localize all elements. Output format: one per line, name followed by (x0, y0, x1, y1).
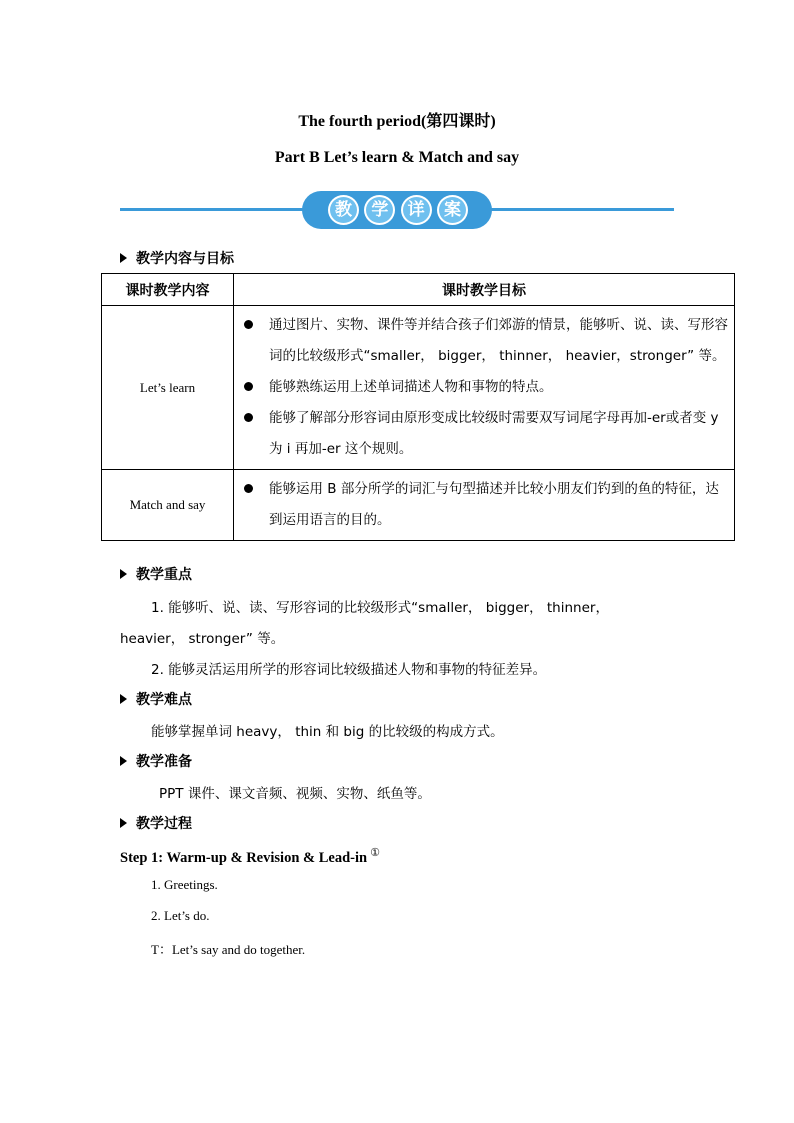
goal-text: 能够了解部分形容词由原形变成比较级时需要双写词尾字母再加-er或者变 y 为 i 再加-er 这个规则。 (269, 410, 719, 457)
banner-line-right (484, 208, 674, 211)
difficulty-text: 能够掌握单词 heavy， thin 和 big 的比较级的构成方式。 (151, 724, 504, 740)
section-heading-text: 教学难点 (136, 692, 192, 708)
banner-char: 案 (437, 195, 468, 225)
goal-text: 能够运用 B 部分所学的词汇与句型描述并比较小朋友们钓到的鱼的特征，达到运用语言的目的。 (269, 481, 719, 528)
banner-char: 学 (364, 195, 395, 225)
goal-item (244, 403, 728, 465)
table-header-row (102, 274, 735, 306)
teaching-plan-banner (120, 191, 674, 229)
table-cell-content: Let’s learn (102, 306, 234, 470)
section-heading-text: 教学重点 (136, 567, 192, 583)
goal-item (244, 372, 728, 403)
lesson-subtitle: Part B Let’s learn & Match and say (274, 149, 520, 166)
process-item: 2. Let’s do. (151, 908, 210, 923)
section-heading-key-points (120, 564, 192, 584)
section-heading-process (120, 813, 192, 833)
section-heading-difficulties (120, 689, 192, 709)
step-1-title-text: Step 1: Warm-up & Revision & Lead-in (120, 850, 368, 866)
section-heading-preparation (120, 751, 192, 771)
banner-char: 教 (328, 195, 359, 225)
table-row (102, 306, 735, 470)
section-heading-content-goals (120, 248, 234, 268)
step-1-title (120, 846, 380, 867)
key-point-1-continued: heavier， stronger” 等。 (120, 631, 285, 647)
table-row (102, 470, 735, 541)
triangle-bullet-icon (120, 756, 127, 766)
preparation-text: PPT 课件、课文音频、视频、实物、纸鱼等。 (159, 786, 431, 802)
goal-text: 通过图片、实物、课件等并结合孩子们郊游的情景，能够听、说、读、写形容词的比较级形式“smaller， bigger， thinner， heavier，stronger” 等。 (269, 317, 728, 364)
bullet-dot-icon (244, 413, 253, 422)
triangle-bullet-icon (120, 253, 127, 263)
table-cell-content: Match and say (102, 470, 234, 541)
section-heading-text: 教学过程 (136, 816, 192, 832)
key-point-1: 1. 能够听、说、读、写形容词的比较级形式“smaller， bigger， thinner， (151, 600, 609, 616)
triangle-bullet-icon (120, 694, 127, 704)
objectives-table (101, 273, 735, 541)
table-cell-goals (234, 306, 735, 470)
process-item: 1. Greetings. (151, 877, 218, 892)
table-header-cell: 课时教学目标 (234, 274, 735, 306)
lesson-title: The fourth period(第四课时) (298, 113, 496, 130)
table-cell-goals (234, 470, 735, 541)
goal-item (244, 474, 728, 536)
table-header-cell: 课时教学内容 (102, 274, 234, 306)
banner-line-left (120, 208, 310, 211)
banner-char: 详 (401, 195, 432, 225)
section-heading-text: 教学内容与目标 (136, 251, 234, 267)
goal-text: 能够熟练运用上述单词描述人物和事物的特点。 (269, 379, 553, 395)
section-heading-text: 教学准备 (136, 754, 192, 770)
bullet-dot-icon (244, 320, 253, 329)
process-item: T：Let’s say and do together. (151, 942, 306, 957)
goal-item (244, 310, 728, 372)
bullet-dot-icon (244, 382, 253, 391)
key-point-2: 2. 能够灵活运用所学的形容词比较级描述人物和事物的特征差异。 (151, 662, 547, 678)
bullet-dot-icon (244, 484, 253, 493)
triangle-bullet-icon (120, 569, 127, 579)
footnote-marker: ① (370, 847, 380, 859)
triangle-bullet-icon (120, 818, 127, 828)
